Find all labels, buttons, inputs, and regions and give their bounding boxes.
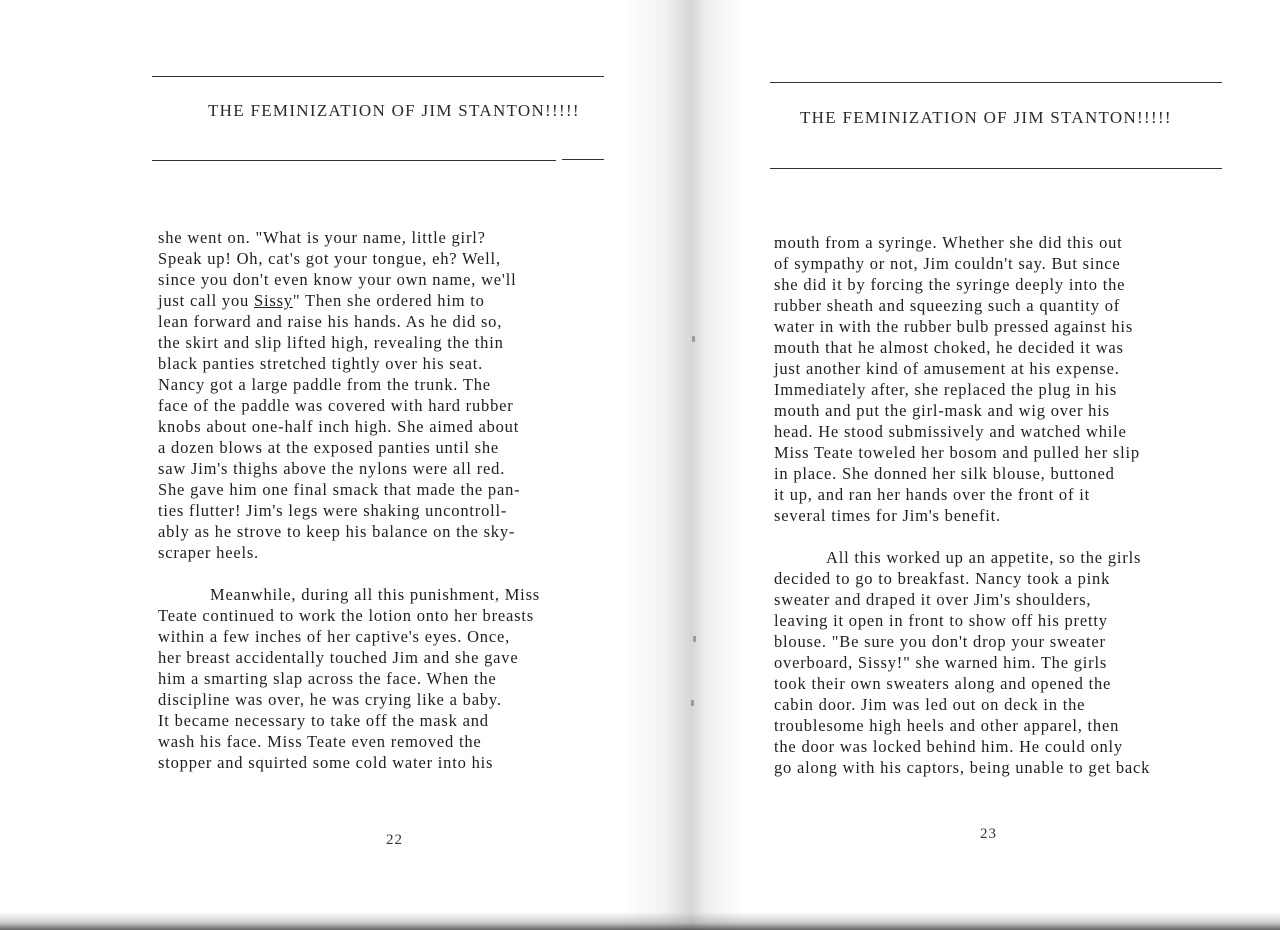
text-line: she did it by forcing the syringe deeply into the [774,275,1126,294]
text-line: Immediately after, she replaced the plug in his [774,380,1117,399]
binding-mark [693,636,696,642]
text-line: face of the paddle was covered with hard rubber [158,396,514,415]
underlined-word: Sissy [253,291,293,310]
text-line: in place. She donned her silk blouse, buttoned [774,464,1115,483]
text-line: him a smarting slap across the face. When the [158,669,497,688]
text-line [158,290,540,311]
text-line: rubber sheath and squeezing such a quantity of [774,296,1121,315]
text-line: Miss Teate toweled her bosom and pulled her slip [774,443,1140,462]
header-top-rule [152,76,604,77]
text-line: leaving it open in front to show off his pretty [774,611,1108,630]
text-line: ably as he strove to keep his balance on the sky- [158,522,516,541]
text-line: took their own sweaters along and opened the [774,674,1112,693]
text-line: cabin door. Jim was led out on deck in the [774,695,1086,714]
body-text [158,227,540,773]
text-line: of sympathy or not, Jim couldn't say. But since [774,254,1121,273]
page-number: 22 [386,832,403,848]
right-page [690,0,1280,930]
text-line: go along with his captors, being unable to get back [774,758,1151,777]
text-line: Teate continued to work the lotion onto her breasts [158,606,534,625]
paragraph-gap [158,563,540,584]
text-line: saw Jim's thighs above the nylons were all red. [158,459,506,478]
text-line: It became necessary to take off the mask and [158,711,489,730]
text-line: blouse. "Be sure you don't drop your sweater [774,632,1106,651]
text-line: scraper heels. [158,543,259,562]
text-line: several times for Jim's benefit. [774,506,1001,525]
text-line: mouth from a syringe. Whether she did this out [774,233,1123,252]
header-top-rule [770,82,1222,83]
header-bottom-rule [770,168,1222,169]
text-line: knobs about one-half inch high. She aimed about [158,417,520,436]
text-line: the skirt and slip lifted high, revealing the thin [158,333,504,352]
text-line: Nancy got a large paddle from the trunk. The [158,375,491,394]
text-line: Meanwhile, during all this punishment, Miss [210,585,541,604]
text-line: within a few inches of her captive's eyes. Once, [158,627,511,646]
text-line: she went on. "What is your name, little girl? [158,228,486,247]
text-line: discipline was over, he was crying like a baby. [158,690,502,709]
text-line: mouth and put the girl-mask and wig over his [774,401,1110,420]
text-line: ties flutter! Jim's legs were shaking uncontroll- [158,501,508,520]
text-line: water in with the rubber bulb pressed against his [774,317,1134,336]
text-line: a dozen blows at the exposed panties until she [158,438,500,457]
text-fragment: just call you [158,291,254,310]
text-line: black panties stretched tightly over his seat. [158,354,484,373]
binding-mark [691,700,694,706]
text-line: mouth that he almost choked, he decided it was [774,338,1124,357]
body-text [774,232,1150,778]
text-line: decided to go to breakfast. Nancy took a pink [774,569,1111,588]
text-line: overboard, Sissy!" she warned him. The girls [774,653,1108,672]
running-header: THE FEMINIZATION OF JIM STANTON!!!!! [208,101,580,120]
text-line: since you don't even know your own name, we'll [158,270,517,289]
text-line: sweater and draped it over Jim's shoulders, [774,590,1092,609]
text-line: troublesome high heels and other apparel, then [774,716,1120,735]
page-number: 23 [980,826,997,842]
text-line: stopper and squirted some cold water into his [158,753,494,772]
text-line: her breast accidentally touched Jim and she gave [158,648,519,667]
book-edge-shadow [0,912,1280,930]
paragraph-gap [774,526,1150,547]
text-line: it up, and ran her hands over the front of it [774,485,1090,504]
text-line: just another kind of amusement at his expense. [774,359,1120,378]
text-line: head. He stood submissively and watched while [774,422,1127,441]
text-line: She gave him one final smack that made the pan- [158,480,521,499]
running-header: THE FEMINIZATION OF JIM STANTON!!!!! [800,108,1172,127]
header-bottom-rule [152,160,556,161]
text-line: Speak up! Oh, cat's got your tongue, eh? Well, [158,249,501,268]
text-line: wash his face. Miss Teate even removed the [158,732,482,751]
text-line: the door was locked behind him. He could only [774,737,1123,756]
text-fragment: " Then she ordered him to [292,291,485,310]
text-line: All this worked up an appetite, so the girls [826,548,1142,567]
header-bottom-rule-segment [562,159,604,160]
text-line: lean forward and raise his hands. As he did so, [158,312,503,331]
binding-mark [692,336,695,342]
